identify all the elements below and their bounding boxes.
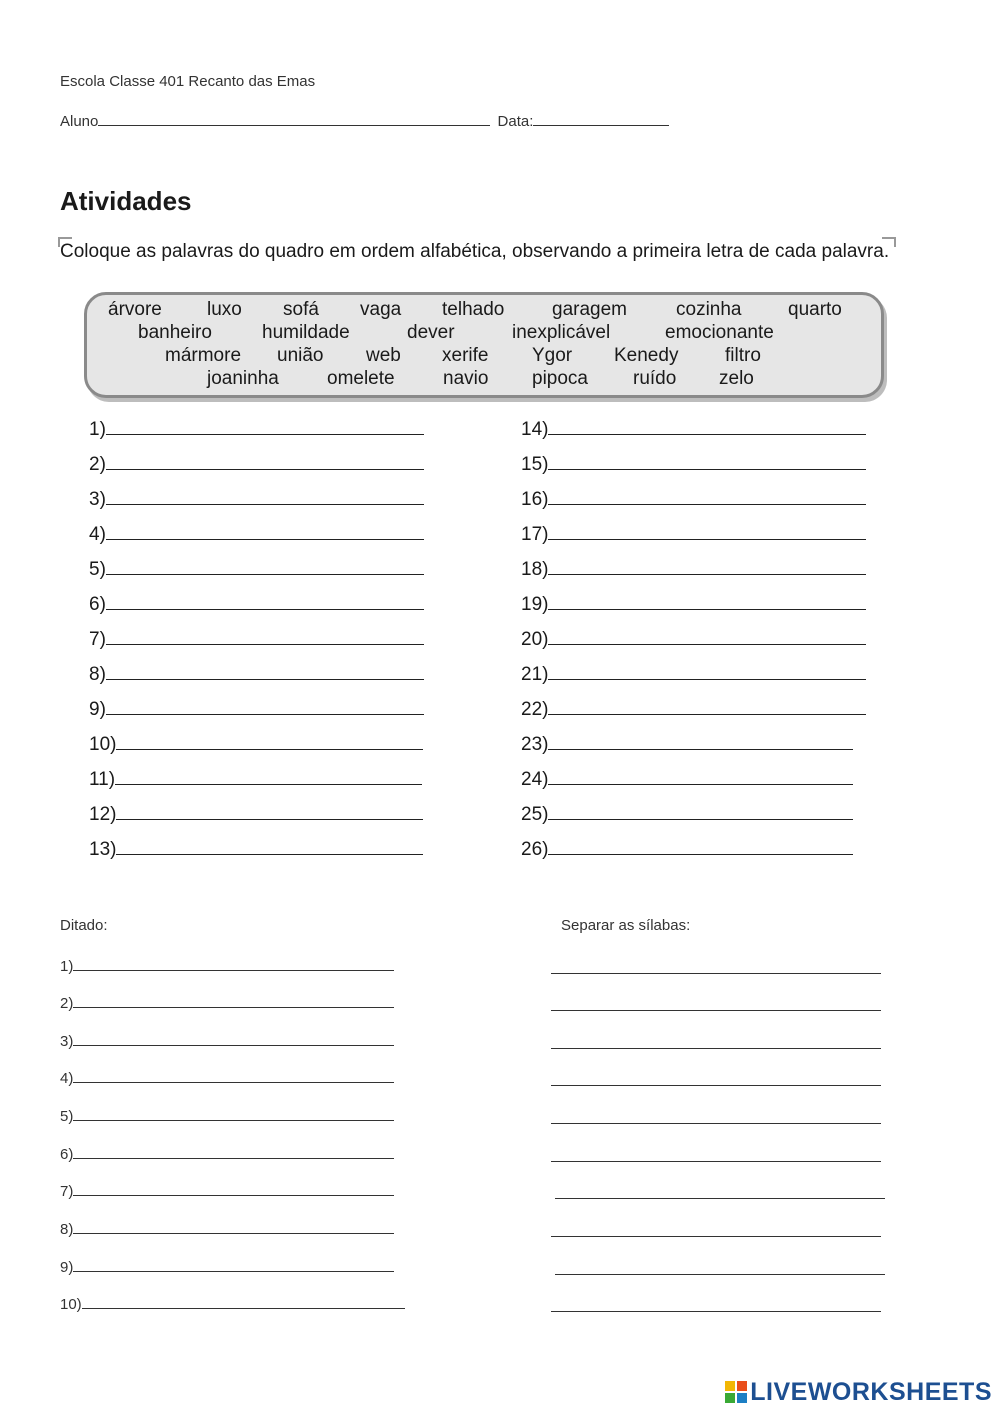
- student-label: Aluno: [60, 113, 99, 130]
- word: zelo: [719, 368, 754, 389]
- order-number: 24): [521, 769, 549, 790]
- order-line: [89, 593, 424, 616]
- order-number: 14): [521, 419, 549, 440]
- order-number: 10): [89, 734, 117, 755]
- dictation-blank[interactable]: [73, 1068, 394, 1083]
- dictation-line: [60, 1257, 394, 1276]
- order-number: 12): [89, 804, 117, 825]
- syllables-blank[interactable]: [551, 1222, 881, 1237]
- word: árvore: [108, 299, 162, 320]
- answer-blank[interactable]: [548, 698, 866, 715]
- order-number: 3): [89, 489, 106, 510]
- syllables-blank[interactable]: [551, 959, 881, 974]
- syllables-blank[interactable]: [551, 1297, 881, 1312]
- word: quarto: [788, 299, 842, 320]
- word: xerife: [442, 345, 489, 366]
- order-number: 2): [89, 454, 106, 475]
- word: mármore: [165, 345, 242, 366]
- answer-blank[interactable]: [106, 628, 424, 645]
- answer-blank[interactable]: [548, 558, 866, 575]
- syllables-label: Separar as sílabas:: [561, 917, 691, 934]
- answer-blank[interactable]: [106, 663, 424, 680]
- dictation-number: 10): [60, 1296, 82, 1313]
- liveworksheets-brand: [725, 1378, 992, 1407]
- word: filtro: [725, 345, 761, 366]
- syllables-blank[interactable]: [555, 1260, 885, 1275]
- order-line: [89, 628, 424, 651]
- order-line: [89, 768, 422, 791]
- order-line: [521, 663, 866, 686]
- order-number: 21): [521, 664, 549, 685]
- dictation-line: [60, 1294, 405, 1313]
- order-line: [521, 523, 866, 546]
- order-line: [521, 698, 866, 721]
- order-number: 6): [89, 594, 106, 615]
- answer-blank[interactable]: [106, 453, 424, 470]
- order-number: 17): [521, 524, 549, 545]
- dictation-number: 6): [60, 1146, 74, 1163]
- word-box: [84, 292, 884, 398]
- answer-blank[interactable]: [548, 628, 866, 645]
- answer-blank[interactable]: [115, 768, 422, 785]
- instruction-text: Coloque as palavras do quadro em ordem alfabética, observando a primeira letra de cada palavra.: [60, 241, 890, 262]
- dictation-number: 9): [60, 1259, 74, 1276]
- order-number: 13): [89, 839, 117, 860]
- word: sofá: [283, 299, 319, 320]
- order-line: [521, 453, 866, 476]
- order-line: [521, 488, 866, 511]
- answer-blank[interactable]: [548, 838, 853, 855]
- order-line: [521, 418, 866, 441]
- syllables-blank[interactable]: [551, 1147, 881, 1162]
- answer-blank[interactable]: [106, 418, 424, 435]
- answer-blank[interactable]: [106, 558, 424, 575]
- dictation-line: [60, 993, 394, 1012]
- order-number: 15): [521, 454, 549, 475]
- order-number: 16): [521, 489, 549, 510]
- word: emocionante: [665, 322, 774, 343]
- order-line: [89, 523, 424, 546]
- brand-text: LIVEWORKSHEETS: [750, 1378, 992, 1406]
- liveworksheets-logo-icon: [725, 1381, 747, 1403]
- order-number: 26): [521, 839, 549, 860]
- dictation-number: 4): [60, 1070, 74, 1087]
- answer-blank[interactable]: [548, 768, 853, 785]
- dictation-blank[interactable]: [73, 1031, 394, 1046]
- word: web: [366, 345, 401, 366]
- order-line: [521, 803, 853, 826]
- dictation-number: 3): [60, 1033, 74, 1050]
- order-number: 1): [89, 419, 106, 440]
- word: ruído: [633, 368, 677, 389]
- order-line: [89, 558, 424, 581]
- syllables-blank[interactable]: [555, 1184, 885, 1199]
- word-row: [87, 345, 881, 367]
- date-blank[interactable]: [533, 111, 669, 126]
- word: navio: [443, 368, 489, 389]
- student-date-line: [60, 111, 669, 130]
- answer-blank[interactable]: [548, 418, 866, 435]
- order-number: 22): [521, 699, 549, 720]
- order-number: 4): [89, 524, 106, 545]
- syllables-blank[interactable]: [551, 1034, 881, 1049]
- order-number: 20): [521, 629, 549, 650]
- dictation-line: [60, 956, 394, 975]
- word-row: [87, 299, 881, 321]
- dictation-blank[interactable]: [73, 1181, 394, 1196]
- order-line: [521, 558, 866, 581]
- dictation-label: Ditado:: [60, 917, 108, 934]
- word: união: [277, 345, 324, 366]
- answer-blank[interactable]: [548, 523, 866, 540]
- word: joaninha: [207, 368, 279, 389]
- order-line: [89, 453, 424, 476]
- order-line: [89, 488, 424, 511]
- dictation-number: 7): [60, 1183, 74, 1200]
- order-number: 23): [521, 734, 549, 755]
- answer-blank[interactable]: [106, 698, 424, 715]
- order-line: [521, 593, 866, 616]
- dictation-line: [60, 1219, 394, 1238]
- word: banheiro: [138, 322, 212, 343]
- answer-blank[interactable]: [548, 593, 866, 610]
- dictation-blank[interactable]: [73, 1106, 394, 1121]
- word: Ygor: [532, 345, 573, 366]
- word: luxo: [207, 299, 242, 320]
- answer-blank[interactable]: [106, 488, 424, 505]
- dictation-number: 1): [60, 958, 74, 975]
- answer-blank[interactable]: [116, 803, 423, 820]
- answer-blank[interactable]: [106, 593, 424, 610]
- dictation-blank[interactable]: [73, 1219, 394, 1234]
- answer-blank[interactable]: [548, 803, 853, 820]
- word: garagem: [552, 299, 627, 320]
- order-line: [89, 418, 424, 441]
- order-number: 18): [521, 559, 549, 580]
- word-row: [87, 368, 881, 390]
- answer-blank[interactable]: [116, 733, 423, 750]
- answer-blank[interactable]: [116, 838, 423, 855]
- dictation-blank[interactable]: [73, 1144, 394, 1159]
- word: omelete: [327, 368, 395, 389]
- dictation-number: 2): [60, 995, 74, 1012]
- dictation-blank[interactable]: [82, 1294, 405, 1309]
- order-number: 8): [89, 664, 106, 685]
- order-line: [521, 628, 866, 651]
- answer-blank[interactable]: [548, 453, 866, 470]
- word: dever: [407, 322, 455, 343]
- order-number: 5): [89, 559, 106, 580]
- order-line: [89, 733, 423, 756]
- word: cozinha: [676, 299, 742, 320]
- order-line: [521, 768, 853, 791]
- dictation-number: 5): [60, 1108, 74, 1125]
- word: inexplicável: [512, 322, 611, 343]
- order-number: 25): [521, 804, 549, 825]
- word-row: [87, 322, 881, 344]
- word: vaga: [360, 299, 402, 320]
- order-number: 9): [89, 699, 106, 720]
- syllables-blank[interactable]: [551, 1071, 881, 1086]
- word: humildade: [262, 322, 350, 343]
- order-line: [521, 838, 853, 861]
- syllables-blank[interactable]: [551, 1109, 881, 1124]
- date-label: Data:: [497, 113, 534, 130]
- page-title: Atividades: [60, 186, 192, 216]
- dictation-blank[interactable]: [73, 956, 394, 971]
- order-line: [521, 733, 853, 756]
- order-line: [89, 663, 424, 686]
- order-number: 7): [89, 629, 106, 650]
- order-number: 19): [521, 594, 549, 615]
- answer-blank[interactable]: [548, 733, 853, 750]
- answer-blank[interactable]: [106, 523, 424, 540]
- dictation-line: [60, 1106, 394, 1125]
- word: Kenedy: [614, 345, 679, 366]
- order-line: [89, 803, 423, 826]
- order-number: 11): [89, 769, 116, 790]
- dictation-line: [60, 1144, 394, 1163]
- student-name-blank[interactable]: [98, 111, 490, 126]
- dictation-number: 8): [60, 1221, 74, 1238]
- answer-blank[interactable]: [548, 488, 866, 505]
- order-line: [89, 698, 424, 721]
- word: telhado: [442, 299, 505, 320]
- dictation-line: [60, 1068, 394, 1087]
- dictation-blank[interactable]: [73, 993, 394, 1008]
- word: pipoca: [532, 368, 588, 389]
- school-name: Escola Classe 401 Recanto das Emas: [60, 73, 316, 90]
- answer-blank[interactable]: [548, 663, 866, 680]
- dictation-line: [60, 1181, 394, 1200]
- order-line: [89, 838, 423, 861]
- syllables-blank[interactable]: [551, 996, 881, 1011]
- dictation-blank[interactable]: [73, 1257, 394, 1272]
- dictation-line: [60, 1031, 394, 1050]
